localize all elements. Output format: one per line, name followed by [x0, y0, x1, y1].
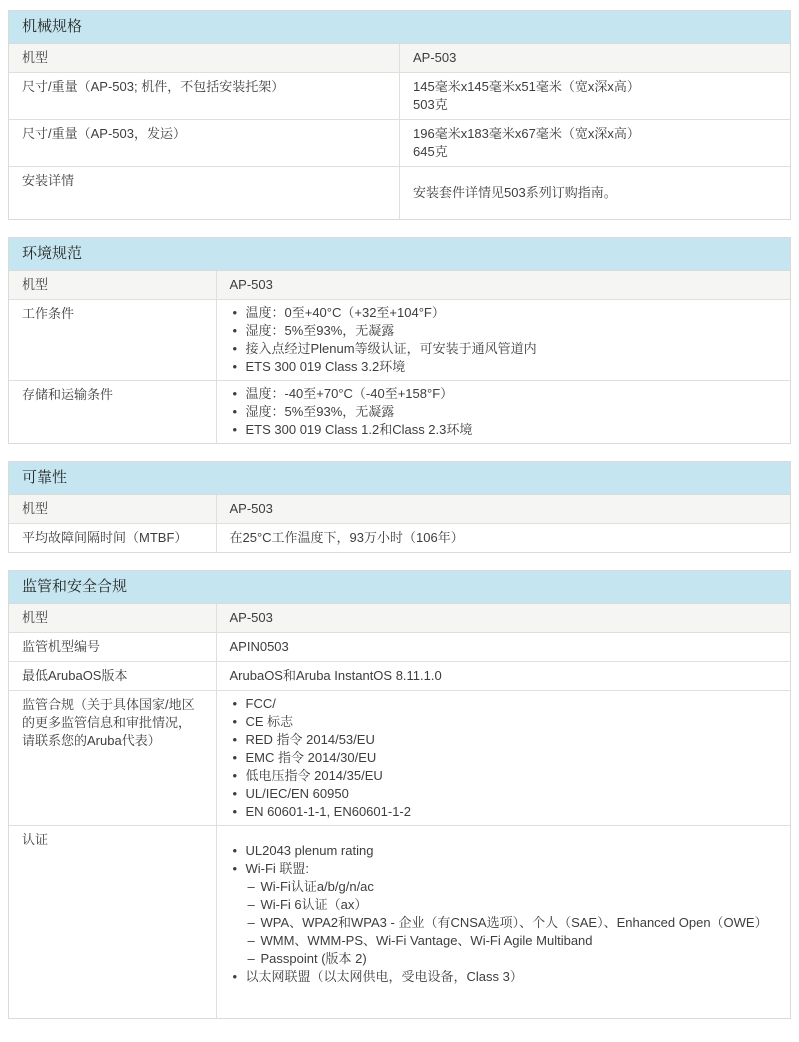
table-row	[9, 271, 790, 300]
section-reliability	[8, 461, 791, 553]
row-label: 认证	[9, 825, 216, 1018]
spec-table	[9, 271, 790, 443]
bullet-item: • 温度：0至+40°C（+32至+104°F）	[230, 304, 778, 322]
value-line: 503克	[413, 97, 448, 112]
bullet-item: • 以太网联盟（以太网供电，受电设备，Class 3）	[230, 968, 778, 986]
spec-table	[9, 495, 790, 552]
bullet-list	[230, 304, 778, 376]
bullet-item: • 湿度：5%至93%，无凝露	[230, 403, 778, 421]
row-value	[216, 825, 790, 1018]
bullet-item: • 接入点经过Plenum等级认证，可安装于通风管道内	[230, 340, 778, 358]
bullet-item: • UL2043 plenum rating	[230, 842, 778, 860]
bullet-item: • RED 指令 2014/53/EU	[230, 731, 778, 749]
row-value	[400, 120, 791, 167]
sub-bullet-item: – WMM、WMM-PS、Wi-Fi Vantage、Wi-Fi Agile Multiband	[248, 932, 778, 950]
row-value: AP-503	[216, 271, 790, 300]
bullet-item: • EN 60601-1-1, EN60601-1-2	[230, 803, 778, 821]
bullet-item: • CE 标志	[230, 713, 778, 731]
table-row	[9, 632, 790, 661]
row-label: 机型	[9, 44, 400, 73]
row-label: 尺寸/重量（AP-503; 机件，不包括安装托架）	[9, 73, 400, 120]
value-line: 196毫米x183毫米x67毫米（宽x深x高）	[413, 126, 640, 141]
row-label: 机型	[9, 495, 216, 524]
value-line: 645克	[413, 144, 448, 159]
section-title: 机械规格	[9, 11, 790, 44]
value-line: 145毫米x145毫米x51毫米（宽x深x高）	[413, 79, 640, 94]
row-label: 机型	[9, 604, 216, 633]
row-value	[216, 380, 790, 443]
row-label: 平均故障间隔时间（MTBF）	[9, 523, 216, 552]
row-value: ArubaOS和Aruba InstantOS 8.11.1.0	[216, 661, 790, 690]
row-value	[400, 73, 791, 120]
row-label: 存储和运输条件	[9, 380, 216, 443]
bullet-item: • FCC/	[230, 695, 778, 713]
row-label: 尺寸/重量（AP-503，发运）	[9, 120, 400, 167]
bullet-list	[230, 695, 778, 821]
section-title: 监管和安全合规	[9, 571, 790, 604]
bullet-item: • 湿度：5%至93%，无凝露	[230, 322, 778, 340]
bullet-item: • ETS 300 019 Class 1.2和Class 2.3环境	[230, 421, 778, 439]
row-label: 机型	[9, 271, 216, 300]
table-row	[9, 380, 790, 443]
table-row	[9, 73, 790, 120]
bullet-item: • ETS 300 019 Class 3.2环境	[230, 358, 778, 376]
bullet-list	[230, 842, 778, 986]
table-row	[9, 299, 790, 380]
row-label: 监管合规（关于具体国家/地区的更多监管信息和审批情况，请联系您的Aruba代表）	[9, 690, 216, 825]
table-row	[9, 604, 790, 633]
table-row	[9, 661, 790, 690]
sub-bullet-item: – Wi-Fi 6认证（ax）	[248, 896, 778, 914]
table-row	[9, 120, 790, 167]
bullet-list	[230, 385, 778, 439]
sub-bullet-list	[246, 878, 778, 968]
table-row	[9, 167, 790, 219]
row-value: AP-503	[216, 495, 790, 524]
sub-bullet-item: – WPA、WPA2和WPA3 - 企业（有CNSA选项）、个人（SAE）、Enhanced Open（OWE）	[248, 914, 778, 932]
row-label: 安装详情	[9, 167, 400, 219]
row-value: 在25°C工作温度下，93万小时（106年）	[216, 523, 790, 552]
row-label: 最低ArubaOS版本	[9, 661, 216, 690]
table-row	[9, 495, 790, 524]
row-value	[216, 299, 790, 380]
bullet-item-text: Wi-Fi 联盟:	[245, 860, 310, 876]
bullet-item: • EMC 指令 2014/30/EU	[230, 749, 778, 767]
row-label: 工作条件	[9, 299, 216, 380]
table-row	[9, 523, 790, 552]
row-value: 安装套件详情见503系列订购指南。	[400, 167, 791, 219]
section-mechanical-specs	[8, 10, 791, 220]
bullet-item: • UL/IEC/EN 60950	[230, 785, 778, 803]
row-label: 监管机型编号	[9, 632, 216, 661]
row-value: AP-503	[400, 44, 791, 73]
row-value	[216, 690, 790, 825]
bullet-item	[230, 860, 778, 968]
bullet-item: • 低电压指令 2014/35/EU	[230, 767, 778, 785]
sub-bullet-item: – Passpoint (版本 2)	[248, 950, 778, 968]
table-row	[9, 825, 790, 1018]
spec-table	[9, 604, 790, 1018]
table-row	[9, 690, 790, 825]
section-regulatory-compliance	[8, 570, 791, 1019]
row-value: APIN0503	[216, 632, 790, 661]
bullet-item: • 温度：-40至+70°C（-40至+158°F）	[230, 385, 778, 403]
sub-bullet-item: – Wi-Fi认证a/b/g/n/ac	[248, 878, 778, 896]
section-title: 可靠性	[9, 462, 790, 495]
row-value: AP-503	[216, 604, 790, 633]
table-row	[9, 44, 790, 73]
spec-table	[9, 44, 790, 219]
section-title: 环境规范	[9, 238, 790, 271]
section-environmental-specs	[8, 237, 791, 444]
